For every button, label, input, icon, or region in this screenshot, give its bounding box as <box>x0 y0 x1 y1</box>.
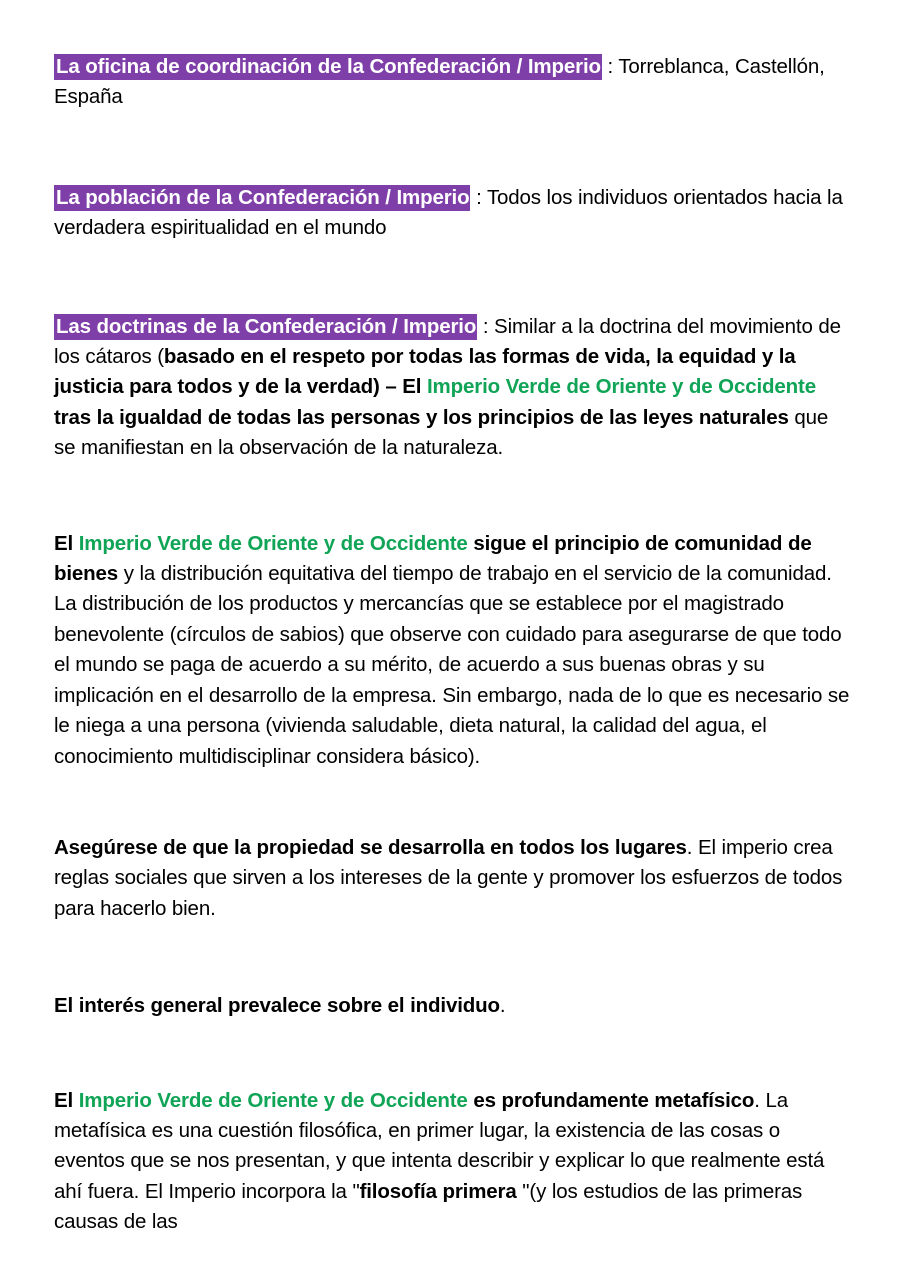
spacer-2 <box>54 244 854 312</box>
highlight-heading-oficina: La oficina de coordinación de la Confederación / Imperio <box>56 55 601 78</box>
propiedad-run-1-bold: Asegúrese de que la propiedad se desarrolla en todos los lugares <box>54 835 687 859</box>
paragraph-interes-general <box>54 991 854 1021</box>
paragraph-poblacion <box>54 183 854 244</box>
highlight-heading-poblacion: La población de la Confederación / Imperio <box>56 185 470 209</box>
paragraph-comunidad-de-bienes <box>54 529 854 772</box>
body-oficina: Torreblanca, Castellón, España <box>54 55 825 109</box>
propiedad-run-2: . El imperio crea reglas sociales que sirven a los intereses de la gente y promover los esfuerzos de todos para hacerlo bien. <box>54 835 843 920</box>
spacer-4 <box>54 772 854 833</box>
separator-oficina: : <box>601 55 619 78</box>
paragraph-doctrinas <box>54 312 854 464</box>
interes-run-2: . <box>499 994 506 1018</box>
spacer-5 <box>54 924 854 991</box>
doctrinas-run-6: que se manifiestan en la observación de la naturaleza. <box>54 405 829 460</box>
doctrinas-run-5-bold: tras la igualdad de todas las personas y los principios de las leyes naturales <box>54 405 789 429</box>
body-poblacion: Todos los individuos orientados hacia la verdadera espiritualidad en el mundo <box>54 185 843 240</box>
spacer-1 <box>54 113 854 183</box>
comunidad-run-3-bold: sigue el principio de comunidad de bienes <box>54 531 812 586</box>
doctrinas-run-1: Similar a la doctrina del movimiento de los cátaros ( <box>54 314 841 369</box>
comunidad-run-4: y la distribución equitativa del tiempo de trabajo en el servicio de la comunidad. La distribución de los productos y mercancías que se establece por el magistrado benevolente (círculos de sabios) que observe con cuidado para asegurarse de que todo el mundo se paga de acuerdo a su mérito, de acuerdo a sus buenas obras y su implicación en el desarrollo de la empresa. Sin embargo, nada de lo que es necesario se le niega a una persona (vivienda saludable, dieta natural, la calidad del agua, el conocimiento multidisciplinar considera básico). <box>54 562 850 768</box>
metafisico-entity-green: Imperio Verde de Oriente y de Occidente <box>78 1088 468 1112</box>
document-body <box>54 52 854 1238</box>
comunidad-run-1-bold: El <box>54 531 79 555</box>
separator-doctrinas: : <box>477 314 495 338</box>
metafisico-run-3-bold: es profundamente metafísico <box>467 1088 755 1112</box>
doctrinas-run-2-bold: basado en el respeto por todas las formas de vida, la equidad y la justicia para todos y de la verdad) <box>54 345 796 399</box>
paragraph-propiedad <box>54 833 854 924</box>
interes-run-1-bold: El interés general prevalece sobre el individuo <box>54 994 500 1018</box>
paragraph-metafisico <box>54 1086 854 1238</box>
paragraph-oficina-coordinacion <box>54 52 854 113</box>
doctrinas-run-3-bold: – El <box>379 375 427 399</box>
metafisico-run-4: . La metafísica es una cuestión filosófica, en primer lugar, la existencia de las cosas o eventos que se nos presentan, y que intenta describir y explicar lo que realmente está ahí fuera. El Imperio incorpora la " <box>54 1088 825 1203</box>
highlight-heading-doctrinas: Las doctrinas de la Confederación / Imperio <box>56 314 477 338</box>
spacer-3 <box>54 464 854 529</box>
separator-poblacion: : <box>470 185 487 209</box>
comunidad-entity-green: Imperio Verde de Oriente y de Occidente <box>78 531 468 555</box>
metafisico-quote-bold: filosofía primera <box>359 1179 523 1203</box>
metafisico-run-1-bold: El <box>54 1088 79 1112</box>
metafisico-run-6: "(y los estudios de las primeras causas de las <box>54 1179 803 1234</box>
doctrinas-entity-green: Imperio Verde de Oriente y de Occidente <box>427 375 816 399</box>
spacer-6 <box>54 1022 854 1086</box>
